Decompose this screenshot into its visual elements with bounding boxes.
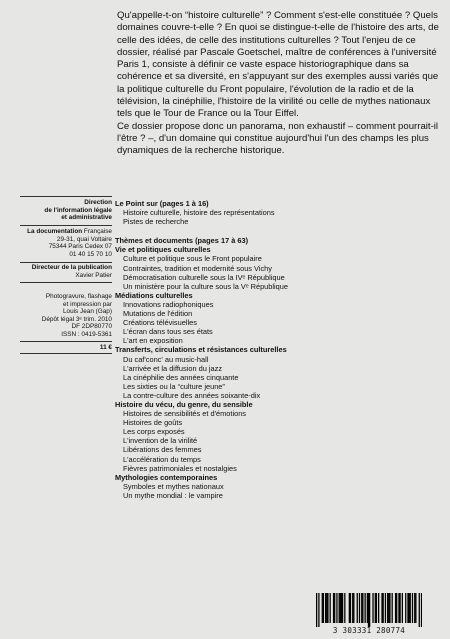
publisher-name: La documentation [27,228,83,235]
toc-item: Contraintes, tradition et modernité sous Vichy [123,263,272,273]
toc-item: Un ministère pour la culture sous la Vᵉ République [123,281,289,291]
address-line: 01 40 15 70 10 [69,250,112,258]
toc-item: La cinéphilie des années cinquante [123,372,239,382]
barcode-bar [378,593,379,623]
barcode-bar [395,593,396,623]
publisher-rest: Française [82,228,112,235]
toc-item: Démocratisation culturelle sous la IVᵉ République [123,272,285,282]
barcode-bar [326,593,327,623]
barcode-bar [399,593,400,623]
barcode-bar [383,593,384,623]
barcode-bar [325,593,326,623]
imprint-publisher [20,228,112,258]
divider [20,262,112,263]
barcode-bar [375,593,376,623]
printing-line: Louis Jean (Gap) [62,308,112,316]
barcode-number: 3 303331 280774 [332,626,406,635]
toc-item: Créations télévisuelles [123,318,197,328]
publisher-line [20,228,112,236]
barcode-bar [318,593,319,627]
toc-item: L'invention de la virilité [123,436,198,446]
address-line: 75344 Paris Cedex 07 [48,243,112,251]
address-line: 29-31, quai Voltaire [56,235,112,243]
imprint-price [20,344,112,352]
barcode-bar [387,593,388,623]
toc-item: Histoires de sensibilités et d'émotions [123,409,247,419]
barcode-bar [388,593,389,623]
price: 11 € [99,344,112,351]
barcode-bar [362,593,363,623]
barcode-bar [336,593,337,623]
divider [20,353,112,354]
barcode-bar [419,593,420,627]
barcode-bar [421,593,422,627]
toc-item: Pistes de recherche [123,217,189,227]
barcode-bar [323,593,324,623]
barcode-bar [327,593,328,623]
director-name: Xavier Patier [75,271,112,279]
toc-item: Innovations radiophoniques [123,299,214,309]
divider [20,225,112,226]
barcode-bar [339,593,340,623]
barcode-bar [349,593,350,623]
printing-line: Photogravure, flashage [45,293,112,300]
toc-item: Culture et politique sous le Front populaire [123,254,262,264]
barcode-bar [359,593,360,623]
divider [20,196,112,197]
toc-item: Fièvres patrimoniales et nostalgies [123,463,237,473]
barcode-bar [369,593,370,627]
barcode-bar [372,593,373,623]
toc-heading: Vie et politiques culturelles [115,245,211,255]
barcode-bar [392,593,393,623]
toc-item: L'art en exposition [123,336,183,346]
barcode-bar [350,593,351,623]
imprint-direction-line: Direction [84,199,112,206]
printing-line: et impression par [62,300,112,308]
barcode-bar [333,593,334,623]
toc-item: Histoires de goûts [123,418,183,428]
barcode-bar [364,593,365,623]
toc-item: L'accélération du temps [123,454,201,464]
barcode-bar [407,593,408,623]
barcode [310,593,428,636]
barcode-bar [402,593,403,623]
imprint-printing [20,293,112,339]
barcode-bar [316,593,317,627]
barcode-bar [352,593,353,623]
toc-item: Du caf'conc' au music-hall [123,354,209,364]
barcode-bar [353,593,354,623]
toc-heading: Thèmes et documents (pages 17 à 63) [115,236,249,246]
barcode-bar [408,593,409,623]
toc-heading: Médiations culturelles [115,290,193,300]
barcode-bar [361,593,362,623]
toc-heading: Transferts, circulations et résistances culturelles [115,345,287,355]
barcode-bar [344,593,345,623]
barcode-bar [342,593,343,623]
toc-item: Symboles et mythes nationaux [123,481,224,491]
barcode-bar [385,593,386,623]
toc-item: Les sixties ou la “culture jeune” [123,381,225,391]
barcode-bar [389,593,390,623]
printing-line: Dépôt légal 3ᵉ trim. 2010 [41,315,112,323]
toc-item: L'écran dans tous ses états [123,327,213,337]
toc-item: Mutations de l'édition [123,309,193,319]
divider [20,341,112,342]
barcode-bar [376,593,377,623]
imprint-direction [20,199,112,222]
toc-heading: Mythologies contemporaines [115,472,218,482]
barcode-bar [340,593,341,623]
barcode-bar [330,593,331,623]
barcode-bar [398,593,399,623]
imprint-direction-line: de l'information légale [44,206,112,214]
barcode-bar [322,593,323,623]
printing-line: DF 2DP80770 [71,323,112,331]
printing-line: ISSN : 0419-5361 [61,330,112,338]
imprint-direction-line: et administrative [61,214,112,222]
barcode-bar [412,593,413,623]
barcode-bar [405,593,406,623]
divider [20,282,112,283]
toc-item: L'arrivée et la diffusion du jazz [123,363,223,373]
imprint-director [20,264,112,279]
barcode-bar [414,593,415,623]
barcode-bar [396,593,397,623]
barcode-bar [410,593,411,623]
toc-item: La contre-culture des années soixante-dix [123,390,261,400]
toc-heading: Histoire du vécu, du genre, du sensible [115,399,253,409]
barcode-bar [334,593,335,623]
barcode-bar [368,593,369,627]
toc-item: Un mythe mondial : le vampire [123,490,223,500]
barcode-bar [381,593,382,623]
toc-spacer [115,226,445,236]
barcode-bars [316,593,422,627]
toc-item: Histoire culturelle, histoire des représentations [123,208,275,218]
intro-paragraph-2: Ce dossier propose donc un panorama, non exhaustif – comment pourrait-il l'être ? –, d'un domaine qui constitue aujourd'hui l'un des champs les plus dynamiques de la recherche historique. [117,120,439,157]
barcode-bar [357,593,358,623]
intro-text [117,10,442,158]
barcode-bar [341,593,342,623]
toc-heading: Le Point sur (pages 1 à 16) [115,199,209,208]
toc-item: Les corps exposés [123,427,185,437]
barcode-bar [367,593,368,623]
toc-item: Libérations des femmes [123,445,202,455]
table-of-contents [115,199,445,500]
barcode-bar [415,593,416,623]
director-title: Directeur de la publication [31,264,112,271]
intro-paragraph: Qu'appelle-t-on “histoire culturelle” ? Comment s'est-elle constituée ? Quels domaines couvre-t-elle ? En quoi se distingue-t-elle de l'histoire des arts, de celle des idées, de celle des institutions culturelles ? Tout l'enjeu de ce dossier, réalisé par Pascale Goetschel, maître de conférences à l'université Paris 1, consiste à définir ce vaste espace historiographique dans sa cohérence et sa diversité, en s'appuyant sur des exemples aussi variés que la politique culturelle du Front populaire, l'évolution de la radio et de la télévision, la cinéphilie, l'histoire de la virilité ou celle de mythes nationaux tels que le Tour de France ou la Tour Eiffel. [117,10,439,120]
